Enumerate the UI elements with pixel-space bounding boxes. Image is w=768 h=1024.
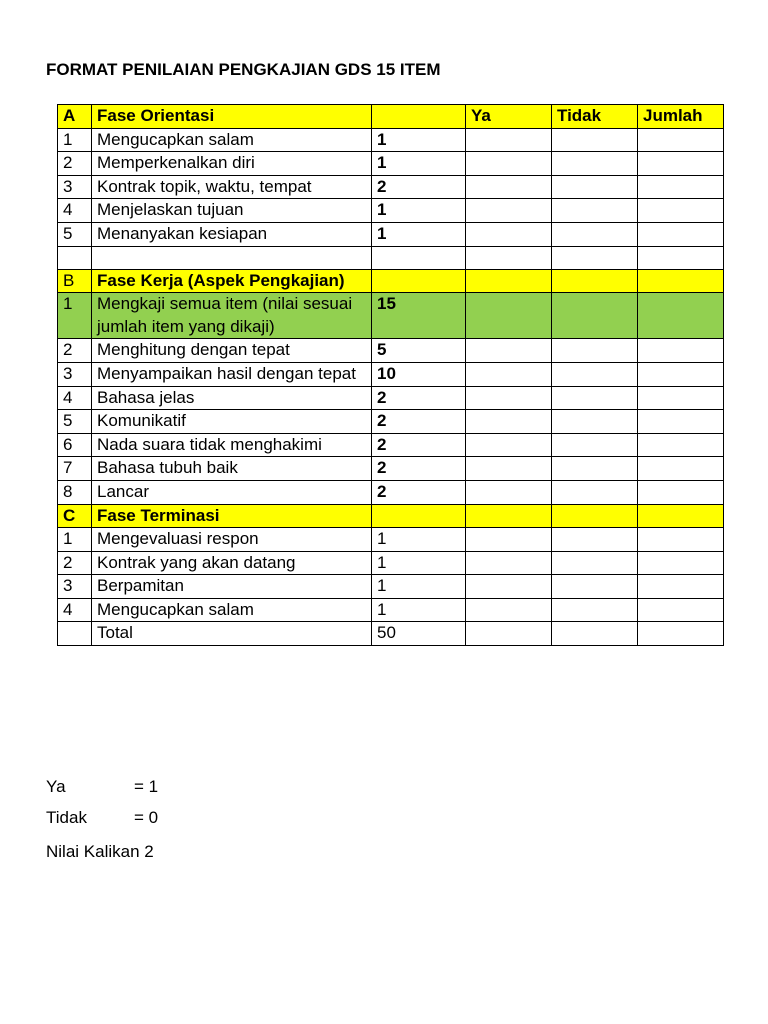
row-item: Mengkaji semua item (nilai sesuai jumlah item yang dikaji) xyxy=(92,293,372,339)
table-row xyxy=(58,598,724,622)
empty-cell xyxy=(466,246,552,269)
tidak-cell[interactable] xyxy=(552,199,638,223)
total-label: Total xyxy=(92,622,372,646)
jumlah-cell[interactable] xyxy=(638,575,724,599)
row-item: Menanyakan kesiapan xyxy=(92,222,372,246)
tidak-cell[interactable] xyxy=(552,222,638,246)
total-row xyxy=(58,622,724,646)
ya-cell[interactable] xyxy=(466,528,552,552)
ya-cell[interactable] xyxy=(466,199,552,223)
row-number: 1 xyxy=(58,293,92,339)
assessment-table xyxy=(57,104,724,646)
row-score: 5 xyxy=(372,339,466,363)
row-score: 2 xyxy=(372,175,466,199)
tidak-header: Tidak xyxy=(552,105,638,129)
section-a-label: Fase Orientasi xyxy=(92,105,372,129)
row-score: 2 xyxy=(372,433,466,457)
empty-row xyxy=(58,246,724,269)
ya-cell[interactable] xyxy=(466,575,552,599)
row-item: Bahasa tubuh baik xyxy=(92,457,372,481)
total-value: 50 xyxy=(372,622,466,646)
table-row xyxy=(58,575,724,599)
ya-header: Ya xyxy=(466,105,552,129)
row-score: 1 xyxy=(372,598,466,622)
ya-cell[interactable] xyxy=(466,152,552,176)
row-number: 2 xyxy=(58,152,92,176)
jumlah-cell[interactable] xyxy=(638,457,724,481)
row-item: Kontrak topik, waktu, tempat xyxy=(92,175,372,199)
legend-tidak-value: = 0 xyxy=(134,808,159,827)
row-number: 2 xyxy=(58,551,92,575)
ya-cell[interactable] xyxy=(466,222,552,246)
tidak-cell[interactable] xyxy=(552,293,638,339)
empty-cell xyxy=(92,246,372,269)
ya-cell[interactable] xyxy=(466,386,552,410)
tidak-cell[interactable] xyxy=(552,551,638,575)
row-item: Kontrak yang akan datang xyxy=(92,551,372,575)
legend-tidak-label: Tidak xyxy=(46,808,87,827)
row-score: 1 xyxy=(372,128,466,152)
jumlah-cell[interactable] xyxy=(638,199,724,223)
ya-cell[interactable] xyxy=(466,293,552,339)
empty-cell xyxy=(372,246,466,269)
legend-ya-label: Ya xyxy=(46,777,66,796)
row-number: 8 xyxy=(58,480,92,504)
tidak-cell[interactable] xyxy=(552,362,638,386)
ya-cell[interactable] xyxy=(466,480,552,504)
jumlah-cell[interactable] xyxy=(638,222,724,246)
empty-cell xyxy=(638,246,724,269)
jumlah-cell[interactable] xyxy=(638,339,724,363)
row-number: 2 xyxy=(58,339,92,363)
document-title: FORMAT PENILAIAN PENGKAJIAN GDS 15 ITEM xyxy=(46,60,441,79)
row-score: 2 xyxy=(372,386,466,410)
table-row xyxy=(58,293,724,339)
ya-cell[interactable] xyxy=(466,410,552,434)
row-number: 4 xyxy=(58,386,92,410)
tidak-cell[interactable] xyxy=(552,175,638,199)
table-row xyxy=(58,222,724,246)
tidak-cell[interactable] xyxy=(552,457,638,481)
empty-cell xyxy=(552,246,638,269)
tidak-cell[interactable] xyxy=(552,386,638,410)
row-item: Mengucapkan salam xyxy=(92,598,372,622)
ya-cell[interactable] xyxy=(466,339,552,363)
section-b-header-row xyxy=(58,269,724,293)
row-number: 3 xyxy=(58,575,92,599)
row-number: 6 xyxy=(58,433,92,457)
row-score: 1 xyxy=(372,222,466,246)
jumlah-cell[interactable] xyxy=(638,433,724,457)
empty-cell xyxy=(58,246,92,269)
row-item: Menyampaikan hasil dengan tepat xyxy=(92,362,372,386)
row-score: 2 xyxy=(372,480,466,504)
table-row xyxy=(58,152,724,176)
row-score: 1 xyxy=(372,551,466,575)
row-score: 10 xyxy=(372,362,466,386)
table-row xyxy=(58,528,724,552)
legend-note: Nilai Kalikan 2 xyxy=(46,842,154,861)
row-item: Mengucapkan salam xyxy=(92,128,372,152)
empty-cell xyxy=(466,269,552,293)
row-item: Komunikatif xyxy=(92,410,372,434)
ya-total-cell[interactable] xyxy=(466,622,552,646)
jumlah-cell[interactable] xyxy=(638,598,724,622)
row-number: 4 xyxy=(58,199,92,223)
row-score: 2 xyxy=(372,410,466,434)
legend-ya xyxy=(46,777,158,797)
tidak-cell[interactable] xyxy=(552,339,638,363)
empty-cell xyxy=(552,269,638,293)
jumlah-cell[interactable] xyxy=(638,386,724,410)
jumlah-cell[interactable] xyxy=(638,175,724,199)
jumlah-cell[interactable] xyxy=(638,551,724,575)
table-row xyxy=(58,410,724,434)
row-score: 1 xyxy=(372,575,466,599)
ya-cell[interactable] xyxy=(466,551,552,575)
row-item: Bahasa jelas xyxy=(92,386,372,410)
section-c-header-row xyxy=(58,504,724,528)
row-item: Menghitung dengan tepat xyxy=(92,339,372,363)
row-score: 15 xyxy=(372,293,466,339)
empty-cell xyxy=(372,504,466,528)
tidak-cell[interactable] xyxy=(552,575,638,599)
jumlah-cell[interactable] xyxy=(638,362,724,386)
legend-tidak xyxy=(46,808,158,828)
row-item: Mengevaluasi respon xyxy=(92,528,372,552)
jumlah-total-cell[interactable] xyxy=(638,622,724,646)
tidak-cell[interactable] xyxy=(552,480,638,504)
jumlah-cell[interactable] xyxy=(638,528,724,552)
jumlah-header: Jumlah xyxy=(638,105,724,129)
section-c-letter: C xyxy=(58,504,92,528)
jumlah-cell[interactable] xyxy=(638,410,724,434)
tidak-cell[interactable] xyxy=(552,410,638,434)
row-item: Menjelaskan tujuan xyxy=(92,199,372,223)
tidak-cell[interactable] xyxy=(552,433,638,457)
section-a-letter: A xyxy=(58,105,92,129)
row-number: 5 xyxy=(58,222,92,246)
row-number: 3 xyxy=(58,175,92,199)
table-header-row xyxy=(58,105,724,129)
tidak-cell[interactable] xyxy=(552,598,638,622)
empty-cell xyxy=(638,269,724,293)
empty-cell xyxy=(638,504,724,528)
ya-cell[interactable] xyxy=(466,175,552,199)
section-b-label: Fase Kerja (Aspek Pengkajian) xyxy=(92,269,372,293)
table-row xyxy=(58,551,724,575)
row-score: 1 xyxy=(372,528,466,552)
tidak-cell[interactable] xyxy=(552,128,638,152)
empty-cell xyxy=(58,622,92,646)
row-number: 5 xyxy=(58,410,92,434)
row-score: 2 xyxy=(372,457,466,481)
row-number: 7 xyxy=(58,457,92,481)
ya-cell[interactable] xyxy=(466,128,552,152)
ya-cell[interactable] xyxy=(466,598,552,622)
ya-cell[interactable] xyxy=(466,433,552,457)
row-number: 4 xyxy=(58,598,92,622)
section-c-label: Fase Terminasi xyxy=(92,504,372,528)
row-number: 3 xyxy=(58,362,92,386)
ya-cell[interactable] xyxy=(466,362,552,386)
table-row xyxy=(58,362,724,386)
row-item: Berpamitan xyxy=(92,575,372,599)
jumlah-cell[interactable] xyxy=(638,480,724,504)
table-row xyxy=(58,433,724,457)
section-b-letter: B xyxy=(58,269,92,293)
row-number: 1 xyxy=(58,128,92,152)
row-item: Lancar xyxy=(92,480,372,504)
table-row xyxy=(58,339,724,363)
table-row xyxy=(58,128,724,152)
row-item: Nada suara tidak menghakimi xyxy=(92,433,372,457)
table-row xyxy=(58,199,724,223)
empty-cell xyxy=(466,504,552,528)
tidak-cell[interactable] xyxy=(552,152,638,176)
table-row xyxy=(58,386,724,410)
empty-cell xyxy=(552,504,638,528)
row-item: Memperkenalkan diri xyxy=(92,152,372,176)
table-row xyxy=(58,175,724,199)
legend-ya-value: = 1 xyxy=(134,777,159,796)
tidak-total-cell[interactable] xyxy=(552,622,638,646)
jumlah-cell[interactable] xyxy=(638,293,724,339)
ya-cell[interactable] xyxy=(466,457,552,481)
row-number: 1 xyxy=(58,528,92,552)
jumlah-cell[interactable] xyxy=(638,152,724,176)
table-row xyxy=(58,457,724,481)
jumlah-cell[interactable] xyxy=(638,128,724,152)
tidak-cell[interactable] xyxy=(552,528,638,552)
row-score: 1 xyxy=(372,152,466,176)
row-score: 1 xyxy=(372,199,466,223)
score-header xyxy=(372,105,466,129)
empty-cell xyxy=(372,269,466,293)
table-row xyxy=(58,480,724,504)
